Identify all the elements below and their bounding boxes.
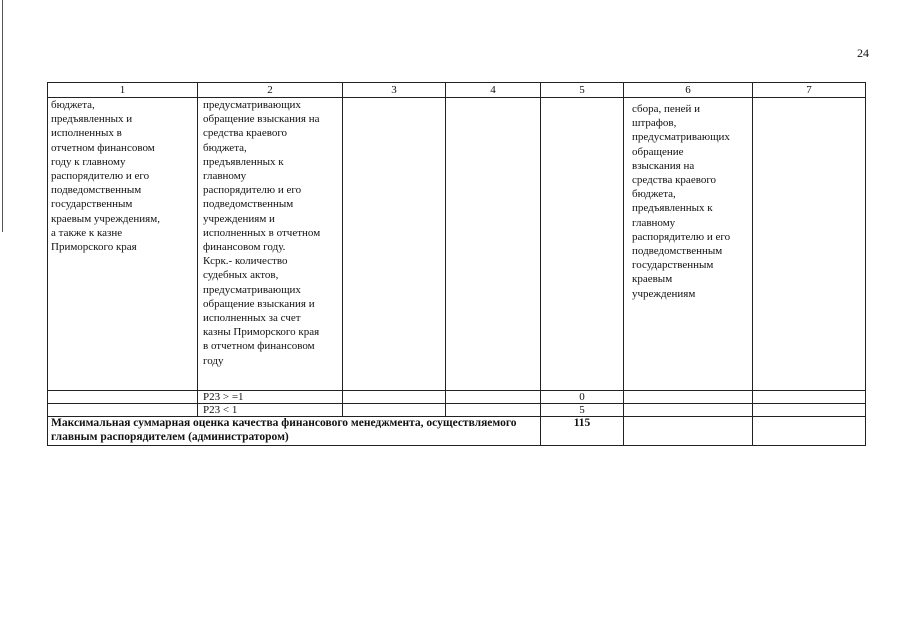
table-row bbox=[48, 391, 866, 404]
header-col-2: 2 bbox=[198, 83, 343, 98]
empty-cell bbox=[48, 404, 198, 417]
table-row bbox=[48, 404, 866, 417]
total-row bbox=[48, 417, 866, 446]
empty-cell bbox=[343, 391, 446, 404]
header-col-7: 7 bbox=[753, 83, 866, 98]
empty-cell bbox=[753, 391, 866, 404]
empty-cell-3 bbox=[343, 98, 446, 391]
header-col-1: 1 bbox=[48, 83, 198, 98]
total-score: 115 bbox=[541, 417, 624, 446]
table-row bbox=[48, 98, 866, 391]
page-number: 24 bbox=[857, 46, 869, 60]
empty-cell-7 bbox=[753, 98, 866, 391]
header-col-6: 6 bbox=[624, 83, 753, 98]
empty-cell bbox=[753, 404, 866, 417]
empty-cell bbox=[48, 391, 198, 404]
total-label: Максимальная суммарная оценка качества финансового менеджмента, осуществляемого главным распорядителем (администратором) bbox=[48, 417, 541, 446]
condition-cell: Р23 < 1 bbox=[198, 404, 343, 417]
header-col-4: 4 bbox=[446, 83, 541, 98]
criteria-table bbox=[47, 82, 866, 446]
empty-cell bbox=[624, 404, 753, 417]
indicator-description-cell: бюджета, предъявленных и исполненных в отчетном финансовом году к главному распорядителю и его подведомственным государственным краевым учреждениям, а также к казне Приморского края bbox=[48, 98, 198, 391]
empty-cell bbox=[343, 404, 446, 417]
empty-cell-4 bbox=[446, 98, 541, 391]
empty-cell-5 bbox=[541, 98, 624, 391]
score-cell: 5 bbox=[541, 404, 624, 417]
header-col-5: 5 bbox=[541, 83, 624, 98]
header-row bbox=[48, 83, 866, 98]
empty-cell bbox=[753, 417, 866, 446]
empty-cell bbox=[624, 417, 753, 446]
scan-edge-line bbox=[2, 0, 3, 232]
header-col-3: 3 bbox=[343, 83, 446, 98]
condition-cell: Р23 > =1 bbox=[198, 391, 343, 404]
score-cell: 0 bbox=[541, 391, 624, 404]
empty-cell bbox=[624, 391, 753, 404]
formula-description-cell: предусматривающих обращение взыскания на средства краевого бюджета, предъявленных к главному распорядителю и его подведомственным учреждениям и исполненных в отчетном финансовом году. Ксрк.- количество судебных актов, предусматривающих обращение взыскания и исполненных за счет казны Приморского края в отчетном финансовом году bbox=[198, 98, 343, 391]
empty-cell bbox=[446, 404, 541, 417]
empty-cell bbox=[446, 391, 541, 404]
comment-cell: сбора, пеней и штрафов, предусматривающих обращение взыскания на средства краевого бюджета, предъявленных к главному распорядителю и его подведомственным государственным краевым учреждениям bbox=[624, 98, 753, 391]
